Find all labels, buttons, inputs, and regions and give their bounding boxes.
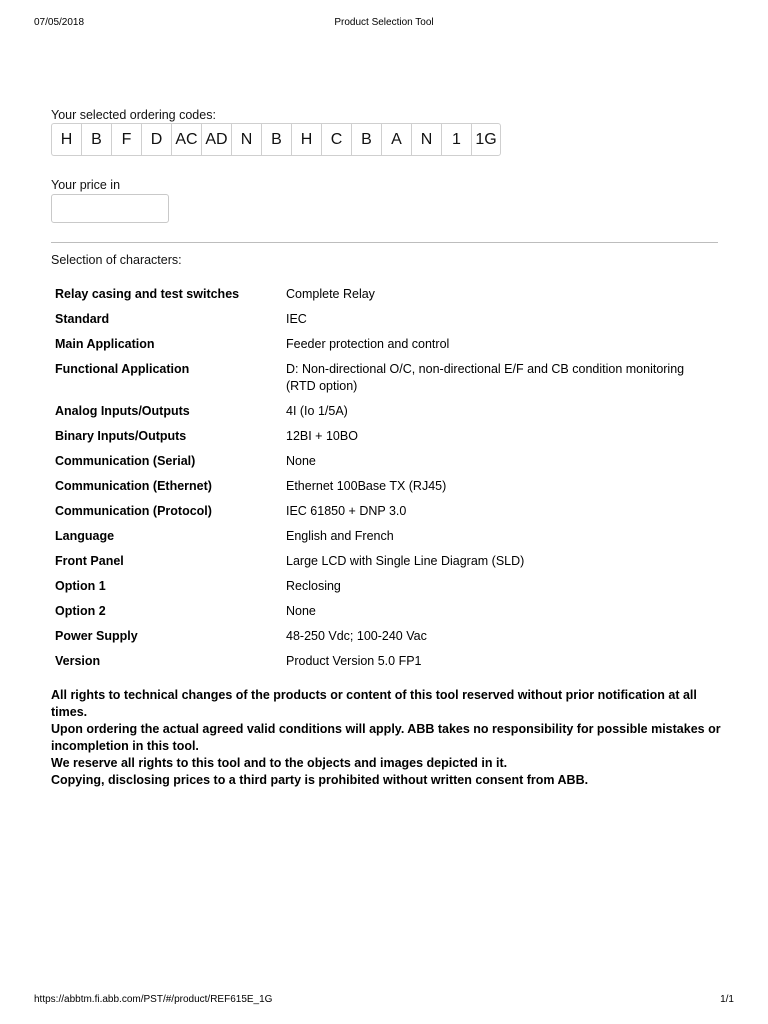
table-row bbox=[51, 624, 718, 649]
ordering-code-box: AC bbox=[171, 123, 201, 156]
print-url: https://abbtm.fi.abb.com/PST/#/product/REF615E_1G bbox=[34, 994, 273, 1005]
spec-value: Feeder protection and control bbox=[286, 337, 450, 351]
ordering-code-box: 1G bbox=[471, 123, 501, 156]
table-row bbox=[51, 499, 718, 524]
price-label: Your price in bbox=[51, 178, 121, 192]
spec-key: Binary Inputs/Outputs bbox=[55, 429, 187, 443]
spec-value: 12BI + 10BO bbox=[286, 429, 358, 443]
print-footer bbox=[0, 994, 768, 1008]
table-row bbox=[51, 524, 718, 549]
spec-value: Reclosing bbox=[286, 579, 341, 593]
ordering-code-box: AD bbox=[201, 123, 231, 156]
spec-value: Product Version 5.0 FP1 bbox=[286, 654, 422, 668]
ordering-code-box: N bbox=[231, 123, 261, 156]
spec-key: Functional Application bbox=[55, 362, 190, 376]
ordering-code-box: B bbox=[261, 123, 291, 156]
disclaimer-line: We reserve all rights to this tool and to the objects and images depicted in it. bbox=[51, 756, 508, 770]
price-input[interactable] bbox=[51, 194, 169, 223]
ordering-code-box: B bbox=[81, 123, 111, 156]
selection-table bbox=[51, 282, 718, 674]
spec-key: Relay casing and test switches bbox=[55, 287, 240, 301]
table-row bbox=[51, 599, 718, 624]
table-row bbox=[51, 357, 718, 399]
table-row bbox=[51, 282, 718, 307]
spec-value: Large LCD with Single Line Diagram (SLD) bbox=[286, 554, 525, 568]
selection-label: Selection of characters: bbox=[51, 253, 182, 267]
ordering-codes-label: Your selected ordering codes: bbox=[51, 108, 216, 122]
spec-value: Ethernet 100Base TX (RJ45) bbox=[286, 479, 447, 493]
ordering-code-box: A bbox=[381, 123, 411, 156]
spec-key: Analog Inputs/Outputs bbox=[55, 404, 190, 418]
ordering-code-box: D bbox=[141, 123, 171, 156]
print-date: 07/05/2018 bbox=[34, 17, 85, 28]
ordering-code-box: H bbox=[51, 123, 81, 156]
spec-value: None bbox=[286, 454, 316, 468]
ordering-code-box: H bbox=[291, 123, 321, 156]
spec-key: Option 1 bbox=[55, 579, 106, 593]
table-row bbox=[51, 307, 718, 332]
table-row bbox=[51, 474, 718, 499]
ordering-code-box: N bbox=[411, 123, 441, 156]
table-row bbox=[51, 332, 718, 357]
table-row bbox=[51, 449, 718, 474]
spec-value: 4I (Io 1/5A) bbox=[286, 404, 348, 418]
spec-value: Complete Relay bbox=[286, 287, 375, 301]
spec-key: Communication (Serial) bbox=[55, 454, 196, 468]
spec-value: None bbox=[286, 604, 316, 618]
spec-key: Option 2 bbox=[55, 604, 106, 618]
spec-key: Power Supply bbox=[55, 629, 138, 643]
divider bbox=[51, 242, 718, 243]
spec-value: IEC bbox=[286, 312, 307, 326]
ordering-codes bbox=[51, 123, 501, 156]
spec-value: 48-250 Vdc; 100-240 Vac bbox=[286, 629, 427, 643]
table-row bbox=[51, 649, 718, 674]
spec-key: Front Panel bbox=[55, 554, 124, 568]
table-row bbox=[51, 549, 718, 574]
ordering-code-box: C bbox=[321, 123, 351, 156]
ordering-code-box: 1 bbox=[441, 123, 471, 156]
print-header bbox=[0, 17, 768, 31]
ordering-code-box: F bbox=[111, 123, 141, 156]
spec-key: Standard bbox=[55, 312, 110, 326]
ordering-code-box: B bbox=[351, 123, 381, 156]
page-number: 1/1 bbox=[720, 994, 734, 1005]
spec-value: D: Non-directional O/C, non-directional E/F and CB condition monitoring (RTD option) bbox=[286, 362, 685, 393]
spec-value: IEC 61850 + DNP 3.0 bbox=[286, 504, 407, 518]
table-row bbox=[51, 424, 718, 449]
disclaimer-line: Copying, disclosing prices to a third party is prohibited without written consent from ABB. bbox=[51, 773, 589, 787]
spec-key: Language bbox=[55, 529, 115, 543]
spec-key: Version bbox=[55, 654, 101, 668]
disclaimer-line: Upon ordering the actual agreed valid conditions will apply. ABB takes no responsibility for possible mistakes or incompletion in this tool. bbox=[51, 722, 721, 753]
spec-value: English and French bbox=[286, 529, 394, 543]
disclaimer bbox=[51, 687, 721, 789]
spec-key: Communication (Protocol) bbox=[55, 504, 212, 518]
print-title: Product Selection Tool bbox=[334, 17, 434, 28]
table-row bbox=[51, 574, 718, 599]
spec-key: Main Application bbox=[55, 337, 155, 351]
table-row bbox=[51, 399, 718, 424]
spec-key: Communication (Ethernet) bbox=[55, 479, 212, 493]
disclaimer-line: All rights to technical changes of the products or content of this tool reserved without prior notification at all times. bbox=[51, 688, 697, 719]
